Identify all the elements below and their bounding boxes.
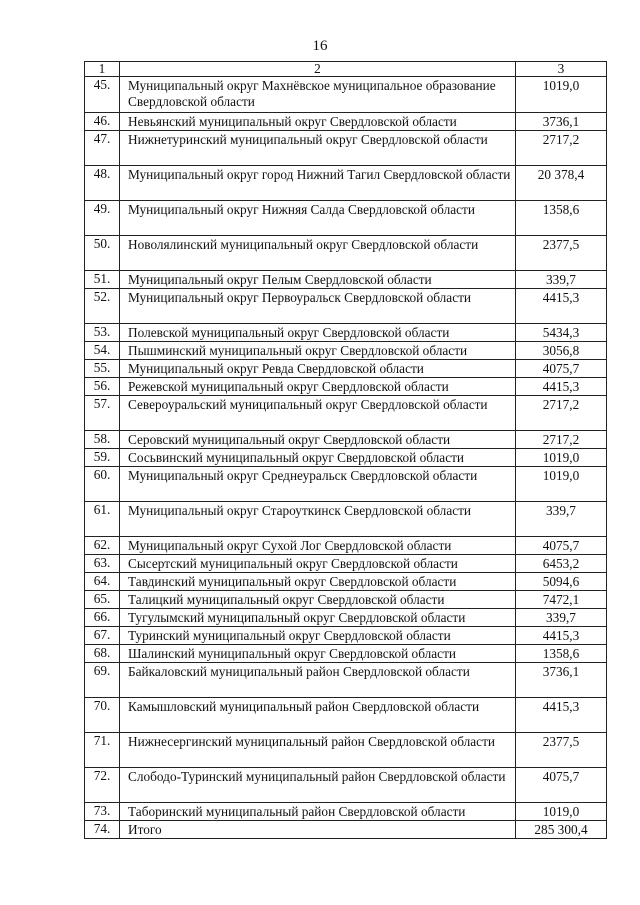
row-value: 4075,7: [516, 768, 607, 803]
table-row: [85, 591, 607, 609]
row-number: 66.: [85, 609, 120, 627]
row-value: 4075,7: [516, 537, 607, 555]
table-row: [85, 342, 607, 360]
row-number: 68.: [85, 645, 120, 663]
row-number: 69.: [85, 663, 120, 698]
table-row: [85, 663, 607, 698]
row-name: Нижнесергинский муниципальный район Свердловской области: [120, 733, 516, 768]
page-number: 16: [312, 38, 328, 54]
row-number: 60.: [85, 467, 120, 502]
row-name: Муниципальный округ Первоуральск Свердловской области: [120, 289, 516, 324]
row-value: 4415,3: [516, 627, 607, 645]
row-name: Шалинский муниципальный округ Свердловской области: [120, 645, 516, 663]
table-row: [85, 289, 607, 324]
table-row: [85, 502, 607, 537]
row-name: Муниципальный округ Нижняя Салда Свердловской области: [120, 201, 516, 236]
row-name: Полевской муниципальный округ Свердловской области: [120, 324, 516, 342]
table-row: [85, 449, 607, 467]
row-number: 71.: [85, 733, 120, 768]
row-number: 53.: [85, 324, 120, 342]
row-number: 67.: [85, 627, 120, 645]
table-row: [85, 431, 607, 449]
row-name: Сысертский муниципальный округ Свердловской области: [120, 555, 516, 573]
row-number: 72.: [85, 768, 120, 803]
table-row: [85, 236, 607, 271]
row-value: 2717,2: [516, 131, 607, 166]
row-name: Муниципальный округ Махнёвское муниципальное образование Свердловской области: [120, 77, 516, 113]
row-number: 47.: [85, 131, 120, 166]
row-number: 64.: [85, 573, 120, 591]
row-name: Таборинский муниципальный район Свердловской области: [120, 803, 516, 821]
row-value: 4415,3: [516, 289, 607, 324]
table-row: [85, 360, 607, 378]
table-row: [85, 821, 607, 839]
row-name: Муниципальный округ Пелым Свердловской области: [120, 271, 516, 289]
row-number: 46.: [85, 113, 120, 131]
table-header-row: [85, 62, 607, 77]
table-row: [85, 271, 607, 289]
row-value: 3736,1: [516, 113, 607, 131]
row-name: Режевской муниципальный округ Свердловской области: [120, 378, 516, 396]
row-name: Новолялинский муниципальный округ Свердловской области: [120, 236, 516, 271]
row-name: Муниципальный округ Сухой Лог Свердловской области: [120, 537, 516, 555]
row-value: 339,7: [516, 609, 607, 627]
row-name: Слободо-Туринский муниципальный район Свердловской области: [120, 768, 516, 803]
row-value: 7472,1: [516, 591, 607, 609]
row-value: 1019,0: [516, 77, 607, 113]
row-name: Камышловский муниципальный район Свердловской области: [120, 698, 516, 733]
row-name: Серовский муниципальный округ Свердловской области: [120, 431, 516, 449]
row-number: 52.: [85, 289, 120, 324]
row-name: Муниципальный округ город Нижний Тагил Свердловской области: [120, 166, 516, 201]
table-row: [85, 768, 607, 803]
row-value: 2377,5: [516, 733, 607, 768]
row-value: 1019,0: [516, 803, 607, 821]
table-row: [85, 698, 607, 733]
row-name: Муниципальный округ Староуткинск Свердловской области: [120, 502, 516, 537]
row-number: 61.: [85, 502, 120, 537]
row-value: 285 300,4: [516, 821, 607, 839]
row-number: 57.: [85, 396, 120, 431]
row-value: 339,7: [516, 271, 607, 289]
table-row: [85, 77, 607, 113]
row-number: 65.: [85, 591, 120, 609]
row-value: 6453,2: [516, 555, 607, 573]
row-value: 339,7: [516, 502, 607, 537]
row-value: 1019,0: [516, 467, 607, 502]
row-name: Невьянский муниципальный округ Свердловской области: [120, 113, 516, 131]
row-value: 4075,7: [516, 360, 607, 378]
row-number: 70.: [85, 698, 120, 733]
table-row: [85, 113, 607, 131]
row-number: 63.: [85, 555, 120, 573]
row-name: Итого: [120, 821, 516, 839]
row-value: 4415,3: [516, 378, 607, 396]
row-name: Туринский муниципальный округ Свердловской области: [120, 627, 516, 645]
row-name: Тавдинский муниципальный округ Свердловской области: [120, 573, 516, 591]
row-value: 2717,2: [516, 396, 607, 431]
row-value: 1019,0: [516, 449, 607, 467]
allocation-table: [84, 61, 607, 839]
table-row: [85, 396, 607, 431]
row-number: 55.: [85, 360, 120, 378]
row-number: 54.: [85, 342, 120, 360]
row-number: 58.: [85, 431, 120, 449]
row-value: 5094,6: [516, 573, 607, 591]
row-name: Нижнетуринский муниципальный округ Свердловской области: [120, 131, 516, 166]
row-number: 73.: [85, 803, 120, 821]
row-name: Пышминский муниципальный округ Свердловской области: [120, 342, 516, 360]
row-value: 1358,6: [516, 645, 607, 663]
row-number: 51.: [85, 271, 120, 289]
row-number: 49.: [85, 201, 120, 236]
table-row: [85, 378, 607, 396]
row-name: Байкаловский муниципальный район Свердловской области: [120, 663, 516, 698]
table-row: [85, 555, 607, 573]
row-number: 74.: [85, 821, 120, 839]
table-row: [85, 537, 607, 555]
row-value: 5434,3: [516, 324, 607, 342]
row-name: Сосьвинский муниципальный округ Свердловской области: [120, 449, 516, 467]
row-number: 59.: [85, 449, 120, 467]
table-row: [85, 201, 607, 236]
table-row: [85, 573, 607, 591]
row-name: Тугулымский муниципальный округ Свердловской области: [120, 609, 516, 627]
table-row: [85, 324, 607, 342]
row-number: 45.: [85, 77, 120, 113]
row-number: 62.: [85, 537, 120, 555]
table-row: [85, 645, 607, 663]
column-header-name: 2: [120, 62, 516, 77]
row-value: 4415,3: [516, 698, 607, 733]
column-header-number: 1: [85, 62, 120, 77]
table-row: [85, 733, 607, 768]
row-value: 20 378,4: [516, 166, 607, 201]
row-name: Талицкий муниципальный округ Свердловской области: [120, 591, 516, 609]
row-number: 50.: [85, 236, 120, 271]
row-value: 3736,1: [516, 663, 607, 698]
row-number: 48.: [85, 166, 120, 201]
row-name: Муниципальный округ Ревда Свердловской области: [120, 360, 516, 378]
row-value: 1358,6: [516, 201, 607, 236]
row-value: 3056,8: [516, 342, 607, 360]
table-row: [85, 627, 607, 645]
table-row: [85, 166, 607, 201]
column-header-value: 3: [516, 62, 607, 77]
table-row: [85, 609, 607, 627]
row-value: 2377,5: [516, 236, 607, 271]
table-row: [85, 803, 607, 821]
row-value: 2717,2: [516, 431, 607, 449]
table-row: [85, 467, 607, 502]
table-row: [85, 131, 607, 166]
row-number: 56.: [85, 378, 120, 396]
row-name: Североуральский муниципальный округ Свердловской области: [120, 396, 516, 431]
row-name: Муниципальный округ Среднеуральск Свердловской области: [120, 467, 516, 502]
